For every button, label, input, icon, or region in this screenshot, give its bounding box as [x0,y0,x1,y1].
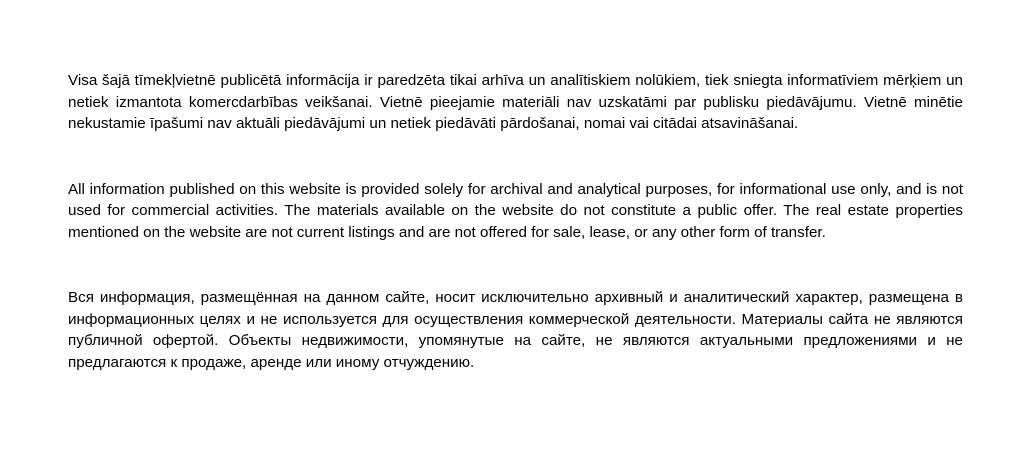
disclaimer-paragraph-latvian: Visa šajā tīmekļvietnē publicētā informācija ir paredzēta tikai arhīva un analītiskiem nolūkiem, tiek sniegta informatīviem mērķiem un netiek izmantota komercdarbības veikšanai. Vietnē pieejamie materiāli nav uzskatāmi par publisku piedāvājumu. Vietnē minētie nekustamie īpašumi nav aktuāli piedāvājumi un netiek piedāvāti pārdošanai, nomai vai citādai atsavināšanai. [68,72,963,132]
disclaimer-paragraph-russian: Вся информация, размещённая на данном сайте, носит исключительно архивный и аналитический характер, размещена в информационных целях и не используется для осуществления коммерческой деятельности. Материалы сайта не являются публичной офертой. Объекты недвижимости, упомянутые на сайте, не являются актуальными предложениями и не предлагаются к продаже, аренде или иному отчуждению. [68,289,963,371]
disclaimer-paragraph-english: All information published on this website is provided solely for archival and analytical purposes, for informational use only, and is not used for commercial activities. The materials available on the website do not constitute a public offer. The real estate properties mentioned on the website are not current listings and are not offered for sale, lease, or any other form of transfer. [68,180,963,241]
